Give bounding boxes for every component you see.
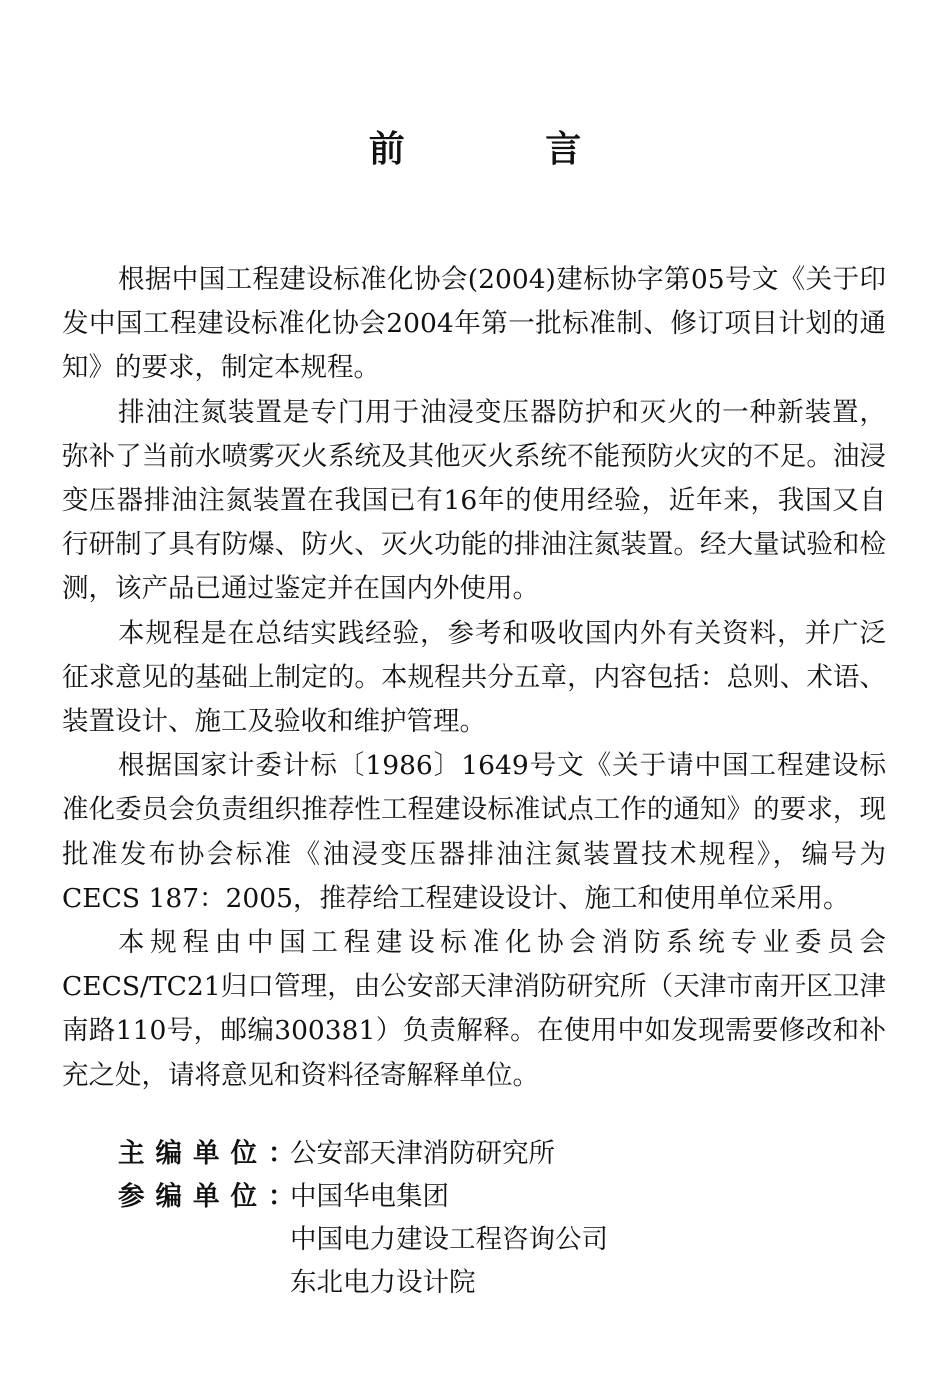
paragraph-5: 本规程由中国工程建设标准化协会消防系统专业委员会CECS/TC21归口管理，由公安部天津消防研究所（天津市南开区卫津南路110号，邮编300381）负责解释。在使用中如发现需要修改和补充之处，请将意见和资料径寄解释单位。	[62, 927, 886, 1091]
paragraph-3: 本规程是在总结实践经验，参考和吸收国内外有关资料，并广泛征求意见的基础上制定的。本规程共分五章，内容包括：总则、术语、装置设计、施工及验收和维护管理。	[62, 617, 886, 738]
editor-unit-row	[118, 1132, 878, 1175]
editor-unit-list	[290, 1132, 555, 1175]
editor-unit-label: 主编单位：	[118, 1138, 306, 1169]
participant-unit-2: 中国电力建设工程咨询公司	[290, 1224, 608, 1255]
units-section	[118, 1132, 878, 1304]
editor-unit-value: 公安部天津消防研究所	[290, 1138, 555, 1169]
page-title: 前 言	[368, 129, 646, 170]
participant-unit-1: 中国华电集团	[290, 1181, 449, 1212]
paragraph-4: 根据国家计委计标〔1986〕1649号文《关于请中国工程建设标准化委员会负责组织推荐性工程建设标准试点工作的通知》的要求，现批准发布协会标准《油浸变压器排油注氮装置技术规程》，编号为CECS 187：2005，推荐给工程建设设计、施工和使用单位采用。	[62, 750, 886, 914]
paragraph-2: 排油注氮装置是专门用于油浸变压器防护和灭火的一种新装置，弥补了当前水喷雾灭火系统及其他灭火系统不能预防火灾的不足。油浸变压器排油注氮装置在我国已有16年的使用经验，近年来，我国又自行研制了具有防爆、防火、灭火功能的排油注氮装置。经大量试验和检测，该产品已通过鉴定并在国内外使用。	[62, 396, 886, 605]
participant-unit-3: 东北电力设计院	[290, 1267, 476, 1298]
participant-unit-label: 参编单位：	[118, 1181, 306, 1212]
participant-unit-row	[118, 1175, 878, 1304]
participant-unit-list	[290, 1175, 608, 1304]
paragraph-1: 根据中国工程建设标准化协会(2004)建标协字第05号文《关于印发中国工程建设标准化协会2004年第一批标准制、修订项目计划的通知》的要求，制定本规程。	[62, 264, 886, 384]
preface-body	[62, 258, 886, 1098]
